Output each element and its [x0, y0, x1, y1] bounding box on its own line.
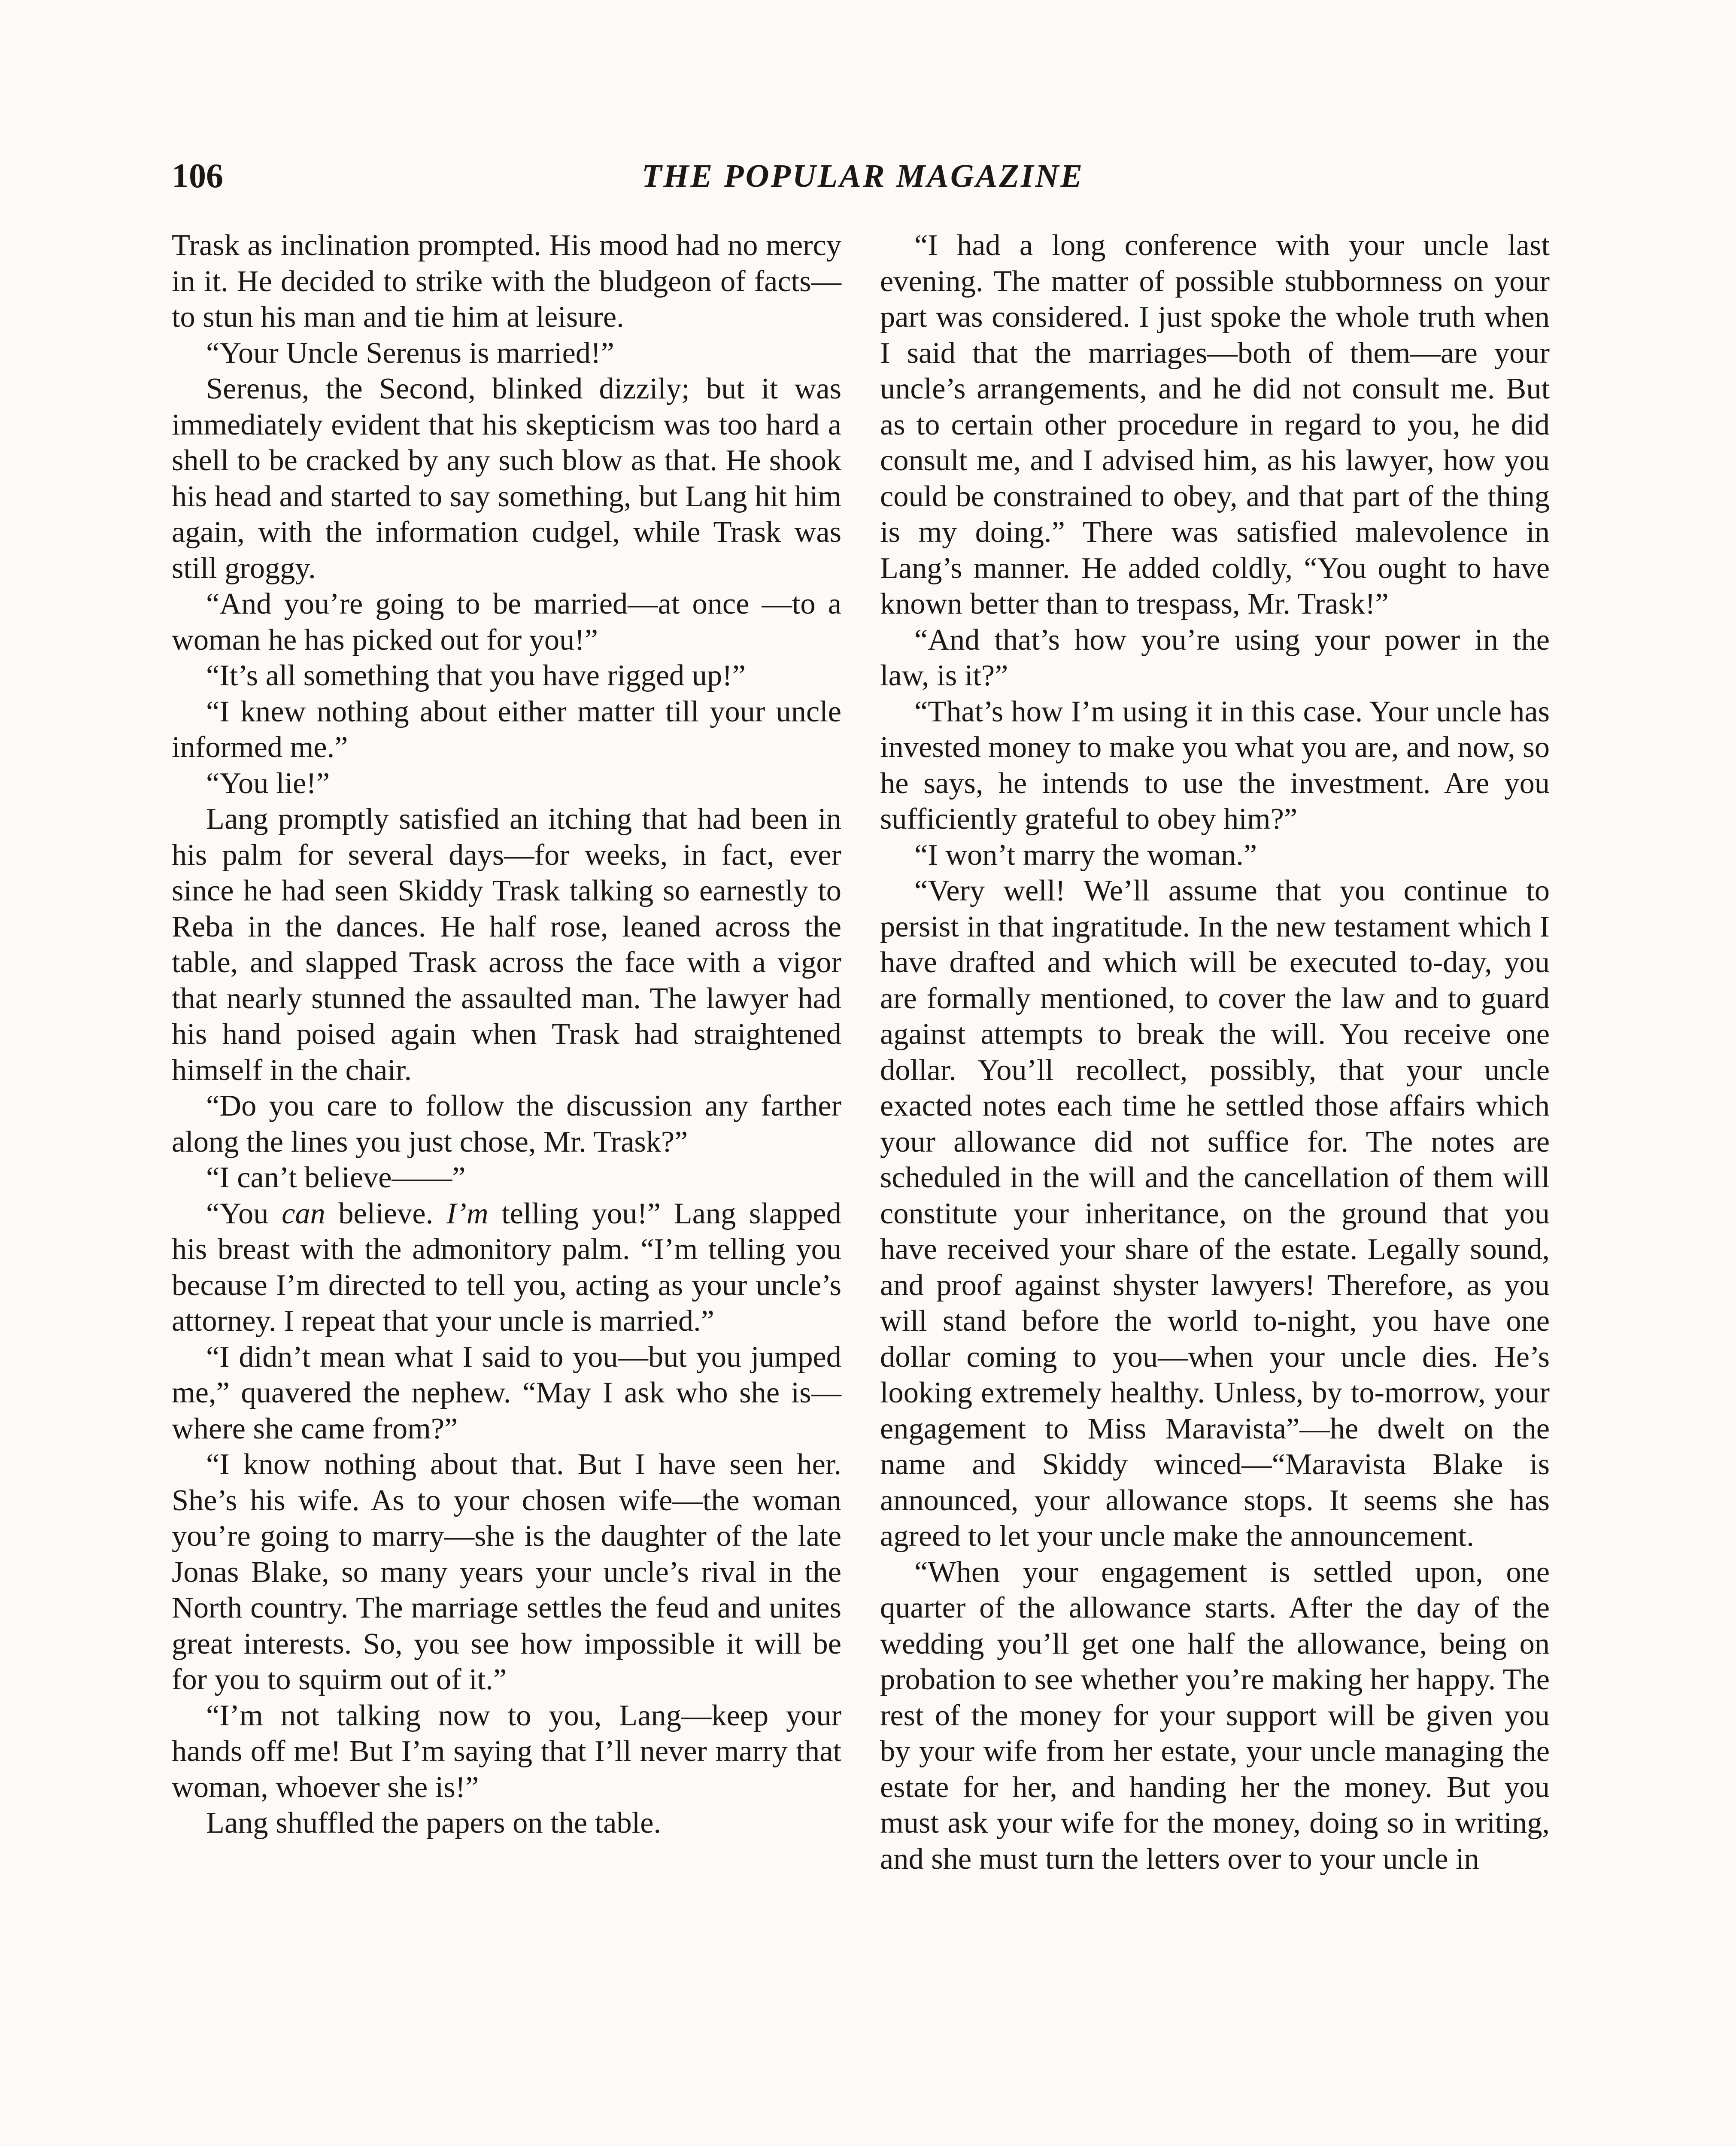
paragraph: “I know nothing about that. But I have seen her. She’s his wife. As to your chosen wife—the woman you’re going to marry—she is the daughter of the late Jonas Blake, so many years your uncle’s rival in the North country. The marriage settles the feud and unites great interests. So, you see how impossible it will be for you to squirm out of it.”: [172, 1448, 841, 1696]
text-run: telling you!” Lang slapped his breast with the admonitory palm. “I’m telling you because I’m directed to tell you, acting as your uncle’s attorney. I repeat that your uncle is married.”: [172, 1196, 841, 1338]
paragraph: “Your Uncle Serenus is married!”: [206, 336, 614, 370]
left-column: [172, 228, 841, 1841]
emphasis: can: [282, 1196, 325, 1230]
paragraph: “You lie!”: [206, 766, 330, 800]
paragraph: Lang promptly satisfied an itching that had been in his palm for several days—for weeks, in fact, ever since he had seen Skiddy Trask talking so earnestly to Reba in the dances. He half rose, leaned across the table, and slapped Trask across the face with a vigor that nearly stunned the assaulted man. The lawyer had his hand poised again when Trask had straightened himself in the chair.: [172, 802, 841, 1087]
paragraph-with-emphasis: [172, 1196, 841, 1339]
paragraph: “I had a long conference with your uncle last evening. The matter of possible stubbornness on your part was considered. I just spoke the whole truth when I said that the marriages—both of them—are your uncle’s arrangements, and he did not consult me. But as to certain other procedure in regard to you, he did consult me, and I advised him, as his lawyer, how you could be constrained to obey, and that part of the thing is my doing.” There was satisfied malevolence in Lang’s manner. He added coldly, “You ought to have known better than to trespass, Mr. Trask!”: [880, 228, 1550, 620]
paragraph: Trask as inclination prompted. His mood had no mercy in it. He decided to strike with the bludgeon of facts—to stun his man and tie him at leisure.: [172, 228, 841, 334]
paragraph: “I knew nothing about either matter till your uncle informed me.”: [172, 694, 841, 764]
paragraph: Lang shuffled the papers on the table.: [206, 1806, 662, 1840]
paragraph: “Do you care to follow the discussion any farther along the lines you just chose, Mr. Trask?”: [172, 1089, 841, 1159]
paragraph: Serenus, the Second, blinked dizzily; but it was immediately evident that his skepticism was too hard a shell to be cracked by any such blow as that. He shook his head and started to say something, but Lang hit him again, with the information cudgel, while Trask was still groggy.: [172, 372, 841, 585]
paragraph: “That’s how I’m using it in this case. Your uncle has invested money to make you what you are, and now, so he says, he intends to use the investment. Are you sufficiently grateful to obey him?”: [880, 694, 1550, 836]
emphasis: I’m: [446, 1196, 489, 1230]
paragraph: “And you’re going to be married—at once —to a woman he has picked out for you!”: [172, 587, 841, 657]
paragraph: “I can’t believe——”: [206, 1161, 466, 1194]
paragraph: “I’m not talking now to you, Lang—keep your hands off me! But I’m saying that I’ll never marry that woman, whoever she is!”: [172, 1698, 841, 1804]
paragraph: “It’s all something that you have rigged up!”: [206, 659, 746, 692]
page-number: 106: [172, 157, 223, 195]
text-run: believe.: [325, 1196, 446, 1230]
running-title: THE POPULAR MAGAZINE: [641, 158, 1084, 194]
paragraph: “I won’t marry the woman.”: [914, 838, 1257, 872]
paragraph: “Very well! We’ll assume that you continue to persist in that ingratitude. In the new testament which I have drafted and which will be executed to-day, you are formally mentioned, to cover the law and to guard against attempts to break the will. You receive one dollar. You’ll recollect, possibly, that your uncle exacted notes each time he settled those affairs which your allowance did not suffice for. The notes are scheduled in the will and the cancellation of them will constitute your inheritance, on the ground that you have received your share of the estate. Legally sound, and proof against shyster lawyers! Therefore, as you will stand before the world to-night, you have one dollar coming to you—when your uncle dies. He’s looking extremely healthy. Unless, by to-morrow, your engagement to Miss Maravista”—he dwelt on the name and Skiddy winced—“Maravista Blake is announced, your allowance stops. It seems she has agreed to let your uncle make the announcement.: [880, 874, 1550, 1553]
paragraph: “And that’s how you’re using your power in the law, is it?”: [880, 623, 1550, 692]
paragraph: “I didn’t mean what I said to you—but you jumped me,” quavered the nephew. “May I ask who she is—where she came from?”: [172, 1340, 841, 1445]
page-header: [172, 150, 1554, 202]
paragraph: “When your engagement is settled upon, one quarter of the allowance starts. After the day of the wedding you’ll get one half the allowance, being on probation to see whether you’re making her happy. The rest of the money for your support will be given you by your wife from her estate, your uncle managing the estate for her, and handing her the money. But you must ask your wife for the money, doing so in writing, and she must turn the letters over to your uncle in: [880, 1555, 1550, 1876]
text-run: “You: [206, 1196, 282, 1230]
right-column: [880, 228, 1550, 1877]
